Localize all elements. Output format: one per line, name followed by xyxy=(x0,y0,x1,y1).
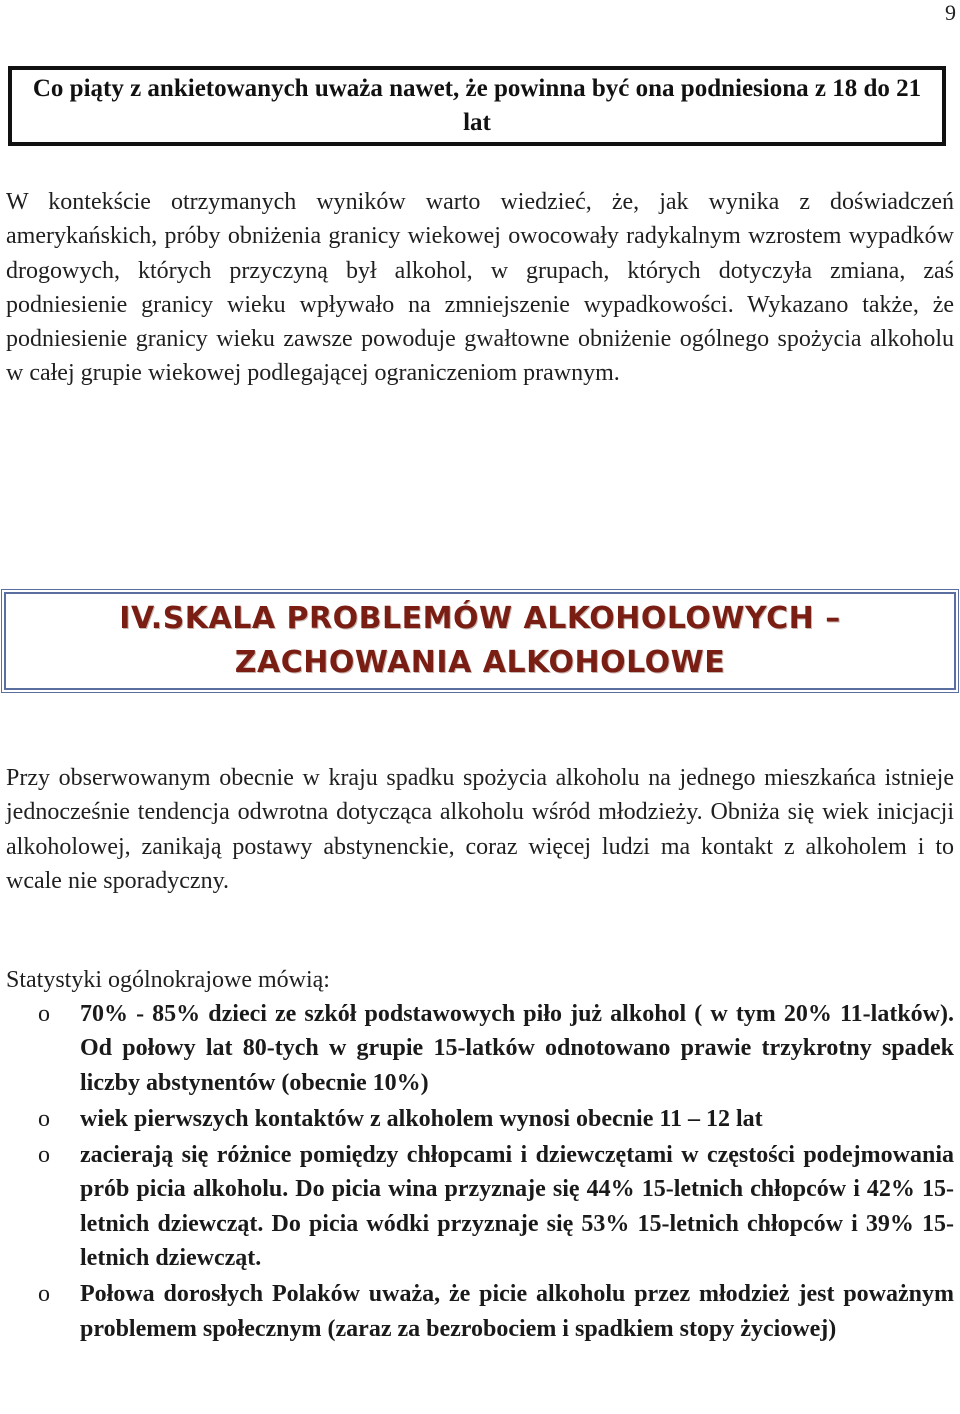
stats-list xyxy=(6,997,954,1348)
stats-intro: Statystyki ogólnokrajowe mówią: xyxy=(6,967,330,993)
list-item-text: 70% - 85% dzieci ze szkół podstawowych piło już alkohol ( w tym 20% 11-latków). Od połowy lat 80-tych w grupie 15-latków odnotowano prawie trzykrotny spadek liczby abstynentów (obecnie 10%) xyxy=(80,1001,954,1096)
highlight-box-text: Co piąty z ankietowanych uważa nawet, że powinna być ona podniesiona z 18 do 21 lat xyxy=(32,75,922,136)
list-item-text: wiek pierwszych kontaktów z alkoholem wynosi obecnie 11 – 12 lat xyxy=(80,1105,763,1132)
paragraph-context: W kontekście otrzymanych wyników warto wiedzieć, że, jak wynika z doświadczeń amerykańskich, próby obniżenia granicy wiekowej owocowały radykalnym wzrostem wypadków drogowych, których przyczyną był alkohol, w grupach, których dotyczyła zmiana, zaś podniesienie granicy wieku wpływało na zmniejszenie wypadkowości. Wykazano także, że podniesienie granicy wieku zawsze powoduje gwałtowne obniżenie ogólnego spożycia alkoholu w całej grupie wiekowej podlegającej ograniczeniom prawnym. xyxy=(6,189,954,387)
section-heading-box xyxy=(4,592,956,690)
bullet-marker: o xyxy=(38,1281,50,1308)
bullet-marker: o xyxy=(38,1105,50,1132)
paragraph-youth-trend: Przy obserwowanym obecnie w kraju spadku spożycia alkoholu na jednego mieszkańca istnieje jednocześnie tendencja odwrotna dotycząca alkoholu wśród młodzieży. Obniża się wiek inicjacji alkoholowej, zanikają postawy abstynenckie, coraz więcej ludzi ma kontakt z alkoholem i to wcale nie sporadyczny. xyxy=(6,765,954,894)
list-item-text: Połowa dorosłych Polaków uważa, że picie alkoholu przez młodzież jest poważnym problemem społecznym (zaraz za bezrobociem i spadkiem stopy życiowej) xyxy=(80,1281,954,1342)
list-item-text: zacierają się różnice pomiędzy chłopcami i dziewczętami w częstości podejmowania prób picia alkoholu. Do picia wina przyznaje się 44% 15-letnich chłopców i 42% 15-letnich dziewcząt. Do picia wódki przyznaje się 53% 15-letnich chłopców i 39% 15-letnich dziewcząt. xyxy=(80,1142,954,1272)
bullet-marker: o xyxy=(38,1001,50,1027)
list-item xyxy=(6,1102,954,1136)
highlight-box xyxy=(8,66,946,146)
section-title: IV.SKALA PROBLEMÓW ALKOHOLOWYCH – ZACHOWANIA ALKOHOLOWE xyxy=(119,601,841,680)
list-item xyxy=(6,1138,954,1275)
page-number: 9 xyxy=(945,0,956,25)
bullet-marker: o xyxy=(38,1142,50,1169)
list-item xyxy=(6,1277,954,1346)
list-item xyxy=(6,997,954,1100)
